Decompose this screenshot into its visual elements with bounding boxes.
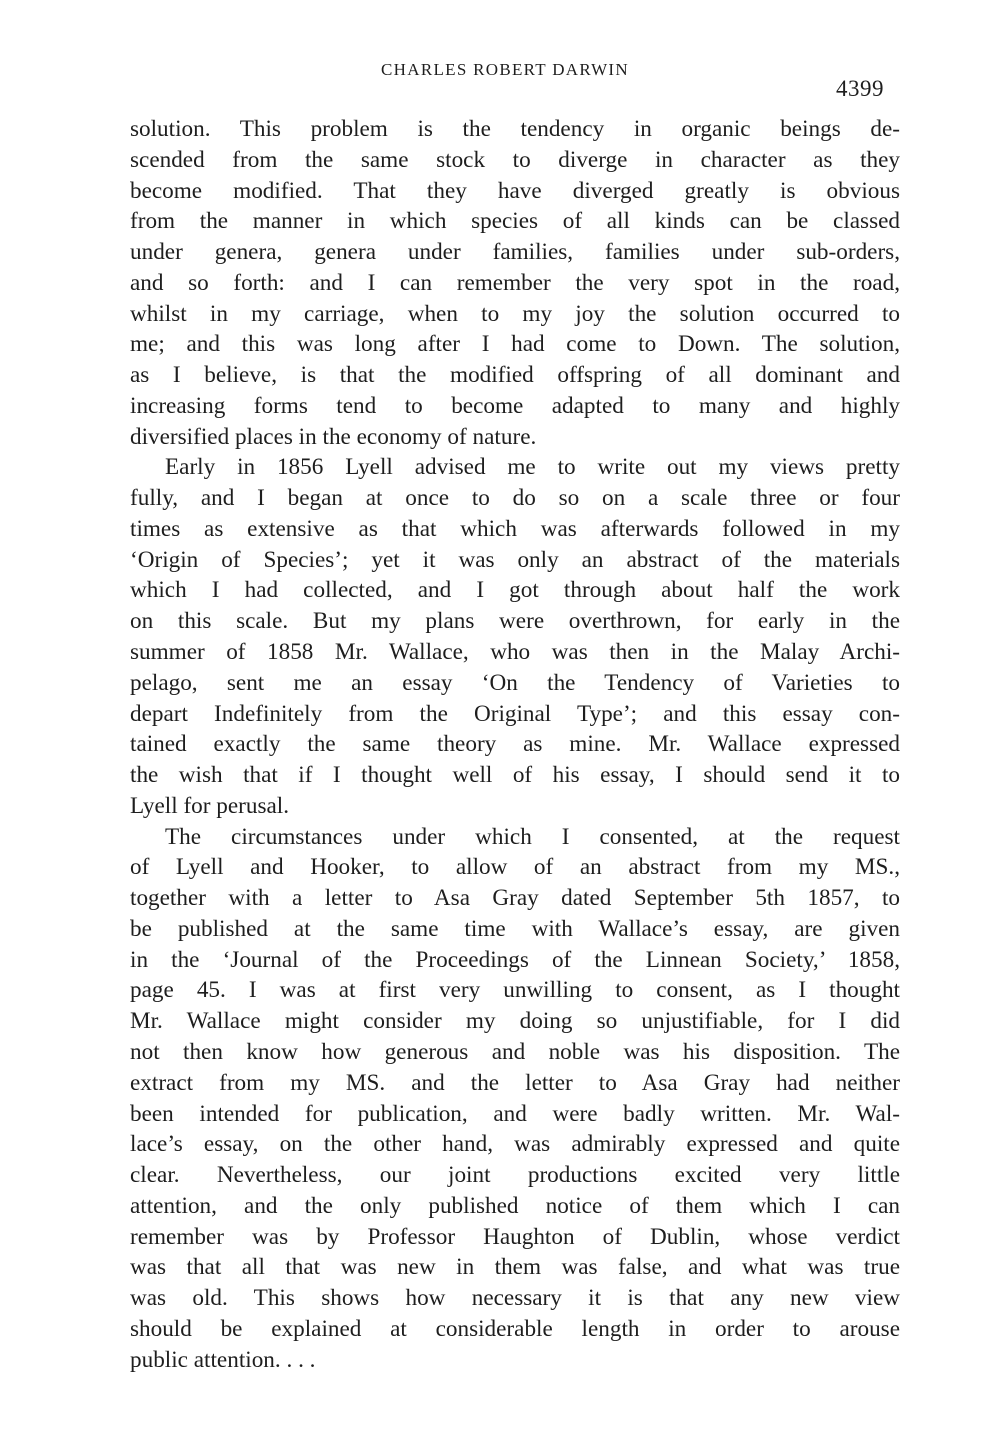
text-line: not then know how generous and noble was his disposition. The [130, 1038, 900, 1065]
text-line: become modified. That they have diverged greatly is obvious [130, 177, 900, 204]
text-line: increasing forms tend to become adapted to many and highly [130, 392, 900, 419]
body-text [130, 114, 900, 1375]
text-line: pelago, sent me an essay ‘On the Tendency of Varieties to [130, 669, 900, 696]
text-line: lace’s essay, on the other hand, was admirably expressed and quite [130, 1131, 900, 1158]
text-line: been intended for publication, and were badly written. Mr. Wal- [130, 1100, 900, 1127]
text-line: remember was by Professor Haughton of Dublin, whose verdict [130, 1223, 900, 1250]
text-line: whilst in my carriage, when to my joy the solution occurred to [130, 300, 900, 327]
paragraph [130, 452, 900, 821]
text-line: the wish that if I thought well of his essay, I should send it to [130, 762, 900, 789]
text-line: The circumstances under which I consented, at the request [165, 823, 900, 850]
text-line: and so forth: and I can remember the very spot in the road, [130, 269, 900, 296]
text-line: extract from my MS. and the letter to Asa Gray had neither [130, 1069, 900, 1096]
text-line: tained exactly the same theory as mine. Mr. Wallace expressed [130, 731, 900, 758]
text-line: should be explained at considerable length in order to arouse [130, 1315, 900, 1342]
text-line: on this scale. But my plans were overthrown, for early in the [130, 608, 900, 635]
text-line: ‘Origin of Species’; yet it was only an abstract of the materials [130, 546, 900, 573]
text-line: Early in 1856 Lyell advised me to write out my views pretty [165, 454, 900, 481]
paragraph [130, 114, 900, 452]
text-line: from the manner in which species of all kinds can be classed [130, 208, 900, 235]
page-number: 4399 [836, 76, 884, 101]
text-line: in the ‘Journal of the Proceedings of the Linnean Society,’ 1858, [130, 946, 900, 973]
text-line: scended from the same stock to diverge in character as they [130, 146, 900, 173]
text-line: which I had collected, and I got through about half the work [130, 577, 900, 604]
text-line: was old. This shows how necessary it is that any new view [130, 1285, 900, 1312]
text-line: was that all that was new in them was false, and what was true [130, 1254, 900, 1281]
text-line: clear. Nevertheless, our joint productions excited very little [130, 1162, 900, 1189]
text-line: be published at the same time with Wallace’s essay, are given [130, 915, 900, 942]
text-line: Lyell for perusal. [130, 792, 290, 819]
text-line: Mr. Wallace might consider my doing so unjustifiable, for I did [130, 1008, 900, 1035]
text-line: times as extensive as that which was afterwards followed in my [130, 515, 900, 542]
text-line: diversified places in the economy of nature. [130, 423, 537, 450]
text-line: of Lyell and Hooker, to allow of an abstract from my MS., [130, 854, 900, 881]
text-line: summer of 1858 Mr. Wallace, who was then in the Malay Archi- [130, 639, 900, 666]
text-line: attention, and the only published notice of them which I can [130, 1192, 900, 1219]
running-title: CHARLES ROBERT DARWIN [381, 60, 629, 79]
text-line: public attention. . . . [130, 1346, 316, 1373]
text-line: together with a letter to Asa Gray dated September 5th 1857, to [130, 885, 900, 912]
text-line: page 45. I was at first very unwilling to consent, as I thought [130, 977, 900, 1004]
text-line: solution. This problem is the tendency in organic beings de- [130, 116, 900, 142]
text-line: fully, and I began at once to do so on a scale three or four [130, 485, 900, 512]
text-line: as I believe, is that the modified offspring of all dominant and [130, 362, 900, 389]
text-line: depart Indefinitely from the Original Type’; and this essay con- [130, 700, 900, 727]
text-line: me; and this was long after I had come to Down. The solution, [130, 331, 900, 358]
paragraph [130, 822, 900, 1376]
text-line: under genera, genera under families, families under sub-orders, [130, 239, 900, 266]
